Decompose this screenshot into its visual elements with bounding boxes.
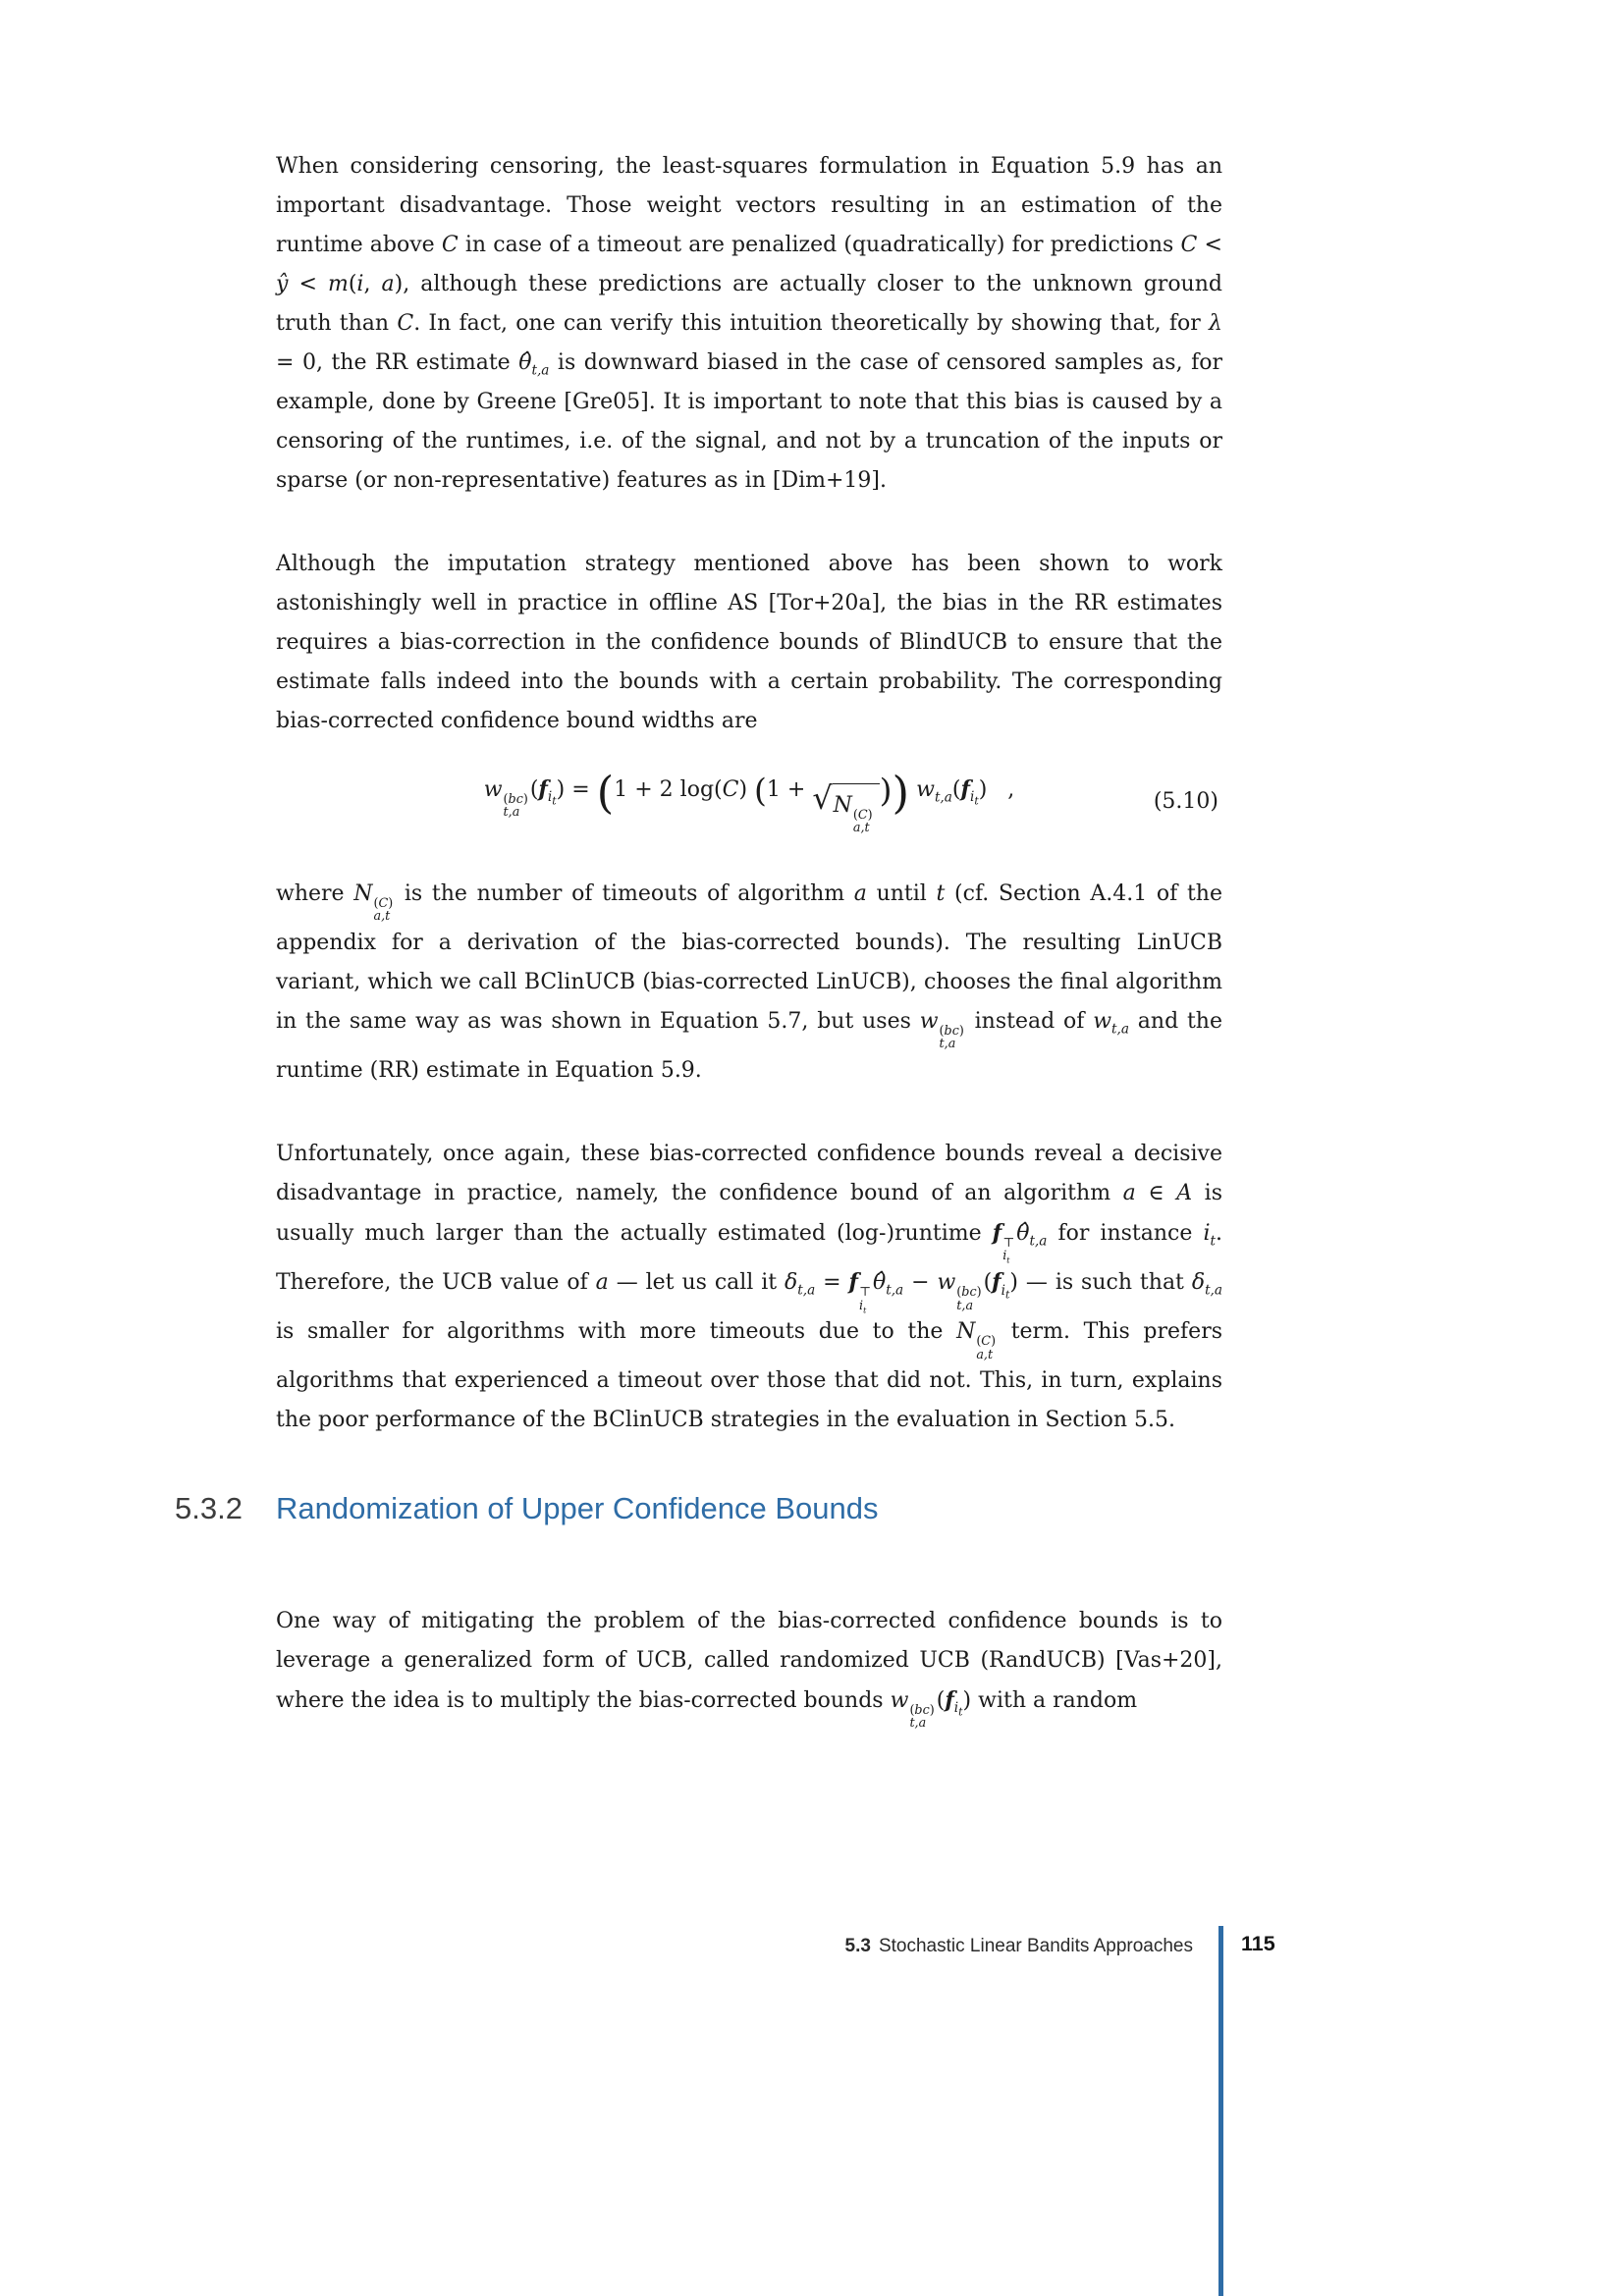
footer-section-number: 5.3: [844, 1936, 871, 1956]
text-column: [175, 147, 1223, 1775]
section-heading-title: Randomization of Upper Confidence Bounds: [276, 1490, 879, 1525]
equation-number: (5.10): [1153, 789, 1218, 814]
section-heading-number: 5.3.2: [175, 1490, 243, 1525]
footer-section-title: Stochastic Linear Bandits Approaches: [878, 1936, 1193, 1956]
paragraph-2: Although the imputation strategy mentioned above has been shown to work astonishingly well in practice in offline AS [Tor+20a], the bias in the RR estimates requires a bias-correction in the confidence bounds of BlindUCB to ensure that the estimate falls indeed into the bounds with a certain probability. The corresponding bias-corrected confidence bound widths are: [276, 552, 1222, 733]
equation-5-10: w (bc) t,a $(f_{i_t}) = (1 + 2$ log(C) (1 + √ N (C) a,t )) $w_{t,a}(f_{i_t})$ ,: [483, 766, 1015, 835]
paragraph-4: Unfortunately, once again, these bias-corrected confidence bounds reveal a decisive disadvantage in practice, namely, the confidence bound of an algorithm a ∈ A is usually much larger than the actually estimated (log-)runtime f ⊤ $i_t$ $\thetâ_{t,a}$ for instance $i_t$. Therefore, the UCB value of a — let us call it $\delta_{t,a} = f$ ⊤ $i_t$ $\thetâ_{t,a} - w$ (bc) t,a $(f_{i_t})$ — is such that $\delta_{t,a}$ is smaller for algorithms with more timeouts due to the N (C) a,t term. This prefers algorithms that experienced a timeout over those that did not. This, in turn, explains the poor performance of the BClinUCB strategies in the evaluation in Section 5.5.: [276, 1141, 1223, 1432]
paragraph-3: where N (C) a,t is the number of timeouts of algorithm a until t (cf. Section A.4.1 of the appendix for a derivation of the bias-corrected bounds). The resulting LinUCB variant, which we call BClinUCB (bias-corrected LinUCB), chooses the final algorithm in the same way as was shown in Equation 5.7, but uses w (bc) t,a instead of $w_{t,a}$ and the runtime (RR) estimate in Equation 5.9.: [276, 881, 1222, 1083]
paragraph-1: When considering censoring, the least-squares formulation in Equation 5.9 has an important disadvantage. Those weight vectors resulting in an estimation of the runtime above C in case of a timeout are penalized (quadratically) for predictions C < ŷ < m(i, a), although these predictions are actually closer to the unknown ground truth than C. In fact, one can verify this intuition theoretically by showing that, for λ = 0, the RR estimate $\thetâ_{t,a}$ is downward biased in the case of censored samples as, for example, done by Greene [Gre05]. It is important to note that this bias is caused by a censoring of the runtimes, i.e. of the signal, and not by a truncation of the inputs or sparse (or non-representative) features as in [Dim+19].: [276, 154, 1222, 493]
footer-running-title: [589, 1936, 1193, 1957]
equation-block: [276, 757, 1222, 847]
footer-accent-bar: [1218, 1926, 1223, 2296]
page-number: 115: [1241, 1932, 1275, 1955]
paragraph-5: One way of mitigating the problem of the bias-corrected confidence bounds is to leverage a generalized form of UCB, called randomized UCB (RandUCB) [Vas+20], where the idea is to multiply the bias-corrected bounds w (bc) t,a $(f_{i_t})$ with a random: [276, 1608, 1222, 1732]
section-heading: [175, 1489, 1222, 1528]
